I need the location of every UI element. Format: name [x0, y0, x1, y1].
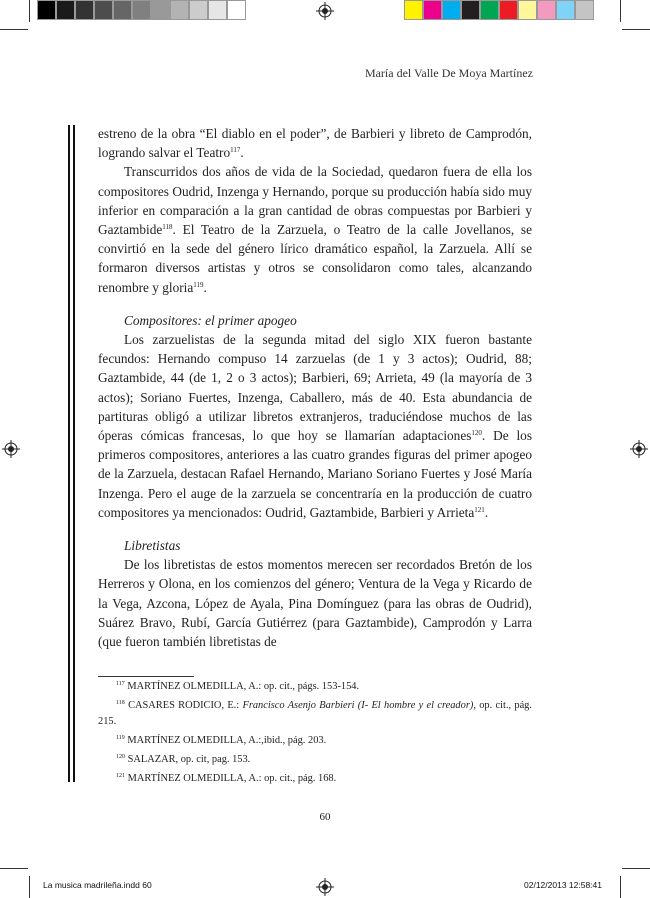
- gray-color-bar: [37, 0, 246, 20]
- gray-swatch: [189, 0, 208, 20]
- page-number: 60: [319, 811, 331, 823]
- gray-swatch: [75, 0, 94, 20]
- footnote-number: 118: [116, 700, 125, 706]
- color-swatch: [480, 0, 499, 20]
- footnote: $^{118}$ CASARES RODICIO, E.: Francisco Asenjo Barbieri (I- El hombre y el creador), op. cit., pág. 215.: [98, 700, 532, 727]
- crop-mark: [620, 876, 621, 898]
- footnote-separator: [98, 676, 194, 677]
- margin-rule: [73, 125, 75, 782]
- paragraph: Transcurridos dos años de vida de la Sociedad, quedaron fuera de ella los compositores Oudrid, Inzenga y Hernando, porque su producción había sido muy inferior en comparación a la gran cantidad de obras compuestas por Barbieri y Gaztambide$^{118}$. El Teatro de la Zarzuela, o Teatro de la calle Jovellanos, se convirtió en la sede del género lírico dramático español, la Zarzuela. Allí se formaron diversos artistas y otros se consolidaron como tales, alcanzando renombre y gloria$^{119}$.: [98, 164, 532, 295]
- footnote-number: 117: [116, 681, 125, 687]
- body-text: [98, 124, 532, 651]
- crop-mark: [620, 0, 621, 22]
- slug-datetime: 02/12/2013 12:58:41: [524, 880, 602, 890]
- gray-swatch: [37, 0, 56, 20]
- registration-mark-icon: [2, 440, 20, 458]
- crop-mark: [29, 876, 30, 898]
- color-swatch: [518, 0, 537, 20]
- color-swatch: [461, 0, 480, 20]
- gray-swatch: [113, 0, 132, 20]
- gray-swatch: [151, 0, 170, 20]
- gray-swatch: [132, 0, 151, 20]
- footnote-number: 120: [116, 754, 125, 760]
- margin-rule: [68, 125, 70, 782]
- paragraph: estreno de la obra “El diablo en el poder”, de Barbieri y libreto de Camprodón, logrando salvar el Teatro$^{117}$.: [98, 126, 532, 161]
- footnote: $^{120}$ SALAZAR, op. cit, pag. 153.: [116, 754, 251, 765]
- gray-swatch: [94, 0, 113, 20]
- color-swatch: [556, 0, 575, 20]
- registration-mark-icon: [630, 440, 648, 458]
- paragraph: Los zarzuelistas de la segunda mitad del siglo XIX fueron bastante fecundos: Hernando compuso 14 zarzuelas (de 1 y 3 actos); Oudrid, 88; Gaztambide, 44 (de 1, 2 o 3 actos); Barbieri, 69; Arrieta, 49 (la mayoría de 3 actos); Soriano Fuertes, Inzenga, Caballero, más de 40. Esta abundancia de partituras obligó a utilizar libretos extranjeros, traduciéndose muchos de las óperas cómicas francesas, lo que hoy se llamarían adaptaciones$^{120}$. De los primeros compositores, anteriores a las cuatro grandes figuras del primer apogeo de la Zarzuela, destacan Rafael Hernando, Mariano Soriano Fuertes y José María Inzenga. Pero el auge de la zarzuela se concentraría en la producción de cuatro compositores ya mencionados: Oudrid, Gaztambide, Barbieri y Arrieta$^{121}$.: [98, 332, 532, 520]
- footnote-number: 121: [116, 773, 125, 779]
- registration-mark-icon: [316, 2, 334, 20]
- gray-swatch: [170, 0, 189, 20]
- crop-mark: [622, 868, 650, 869]
- process-color-bar: [404, 0, 594, 20]
- slug-filename: La musica madrileña.indd 60: [43, 880, 152, 890]
- crop-mark: [622, 29, 650, 30]
- color-swatch: [423, 0, 442, 20]
- color-swatch: [404, 0, 423, 20]
- registration-mark-icon: [316, 878, 334, 896]
- footnote-ref[interactable]: 118: [162, 223, 173, 232]
- color-swatch: [442, 0, 461, 20]
- color-swatch: [499, 0, 518, 20]
- footnote-ref[interactable]: 121: [474, 505, 485, 514]
- crop-mark: [0, 868, 28, 869]
- color-swatch: [537, 0, 556, 20]
- crop-mark: [0, 29, 28, 30]
- color-swatch: [575, 0, 594, 20]
- section-heading: Compositores: el primer apogeo: [124, 312, 297, 328]
- section-heading: Libretistas: [124, 538, 181, 554]
- crop-mark: [29, 0, 30, 22]
- footnote-ref[interactable]: 119: [193, 280, 204, 289]
- footnote-ref[interactable]: 117: [230, 146, 241, 155]
- footnote-number: 119: [116, 735, 125, 741]
- footnote: $^{121}$ MARTÍNEZ OLMEDILLA, A.: op. cit., pág. 168.: [116, 773, 337, 784]
- footnote: $^{119}$ MARTÍNEZ OLMEDILLA, A.:,ibid., pág. 203.: [116, 735, 327, 746]
- running-header: María del Valle De Moya Martínez: [364, 66, 533, 80]
- gray-swatch: [227, 0, 246, 20]
- footnote-ref[interactable]: 120: [471, 429, 482, 438]
- footnotes: [98, 679, 532, 790]
- gray-swatch: [208, 0, 227, 20]
- paragraph: De los libretistas de estos momentos merecen ser recordados Bretón de los Herreros y Olona, en los comienzos del género; Ventura de la Vega y Ricardo de la Vega, Azcona, López de Ayala, Pina Domínguez (para las obras de Oudrid), Suárez Bravo, Rubí, García Gutiérrez (para Gaztambide), Camprodón y Larra (que fueron también libretistas de: [98, 557, 532, 650]
- footnote: $^{117}$ MARTÍNEZ OLMEDILLA, A.: op. cit., págs. 153-154.: [116, 681, 360, 692]
- gray-swatch: [56, 0, 75, 20]
